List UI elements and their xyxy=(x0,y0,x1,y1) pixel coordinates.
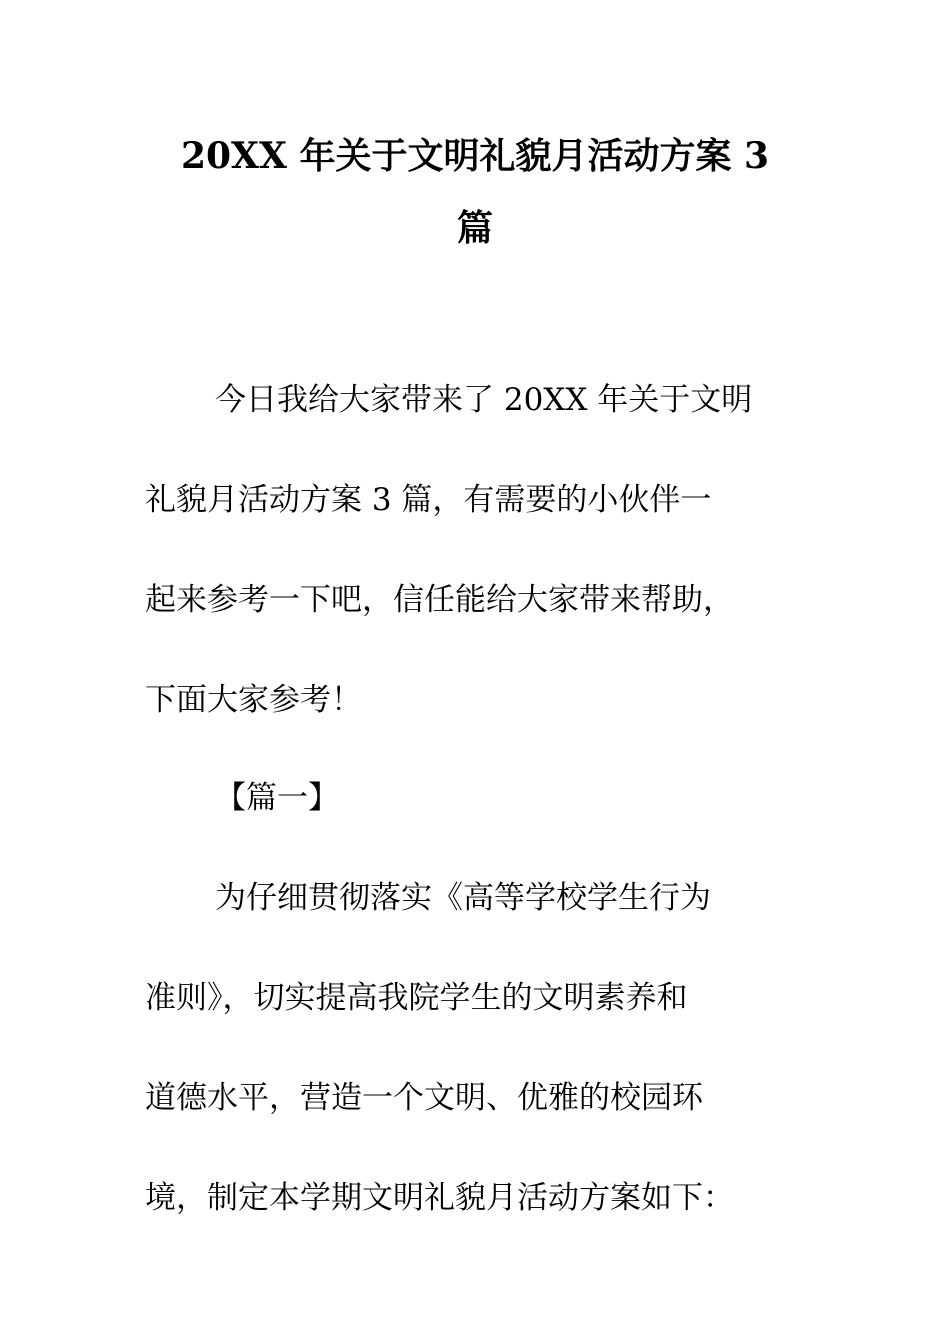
body-line-1: 为仔细贯彻落实《高等学校学生行为 xyxy=(215,880,711,916)
section-heading: 【篇一】 xyxy=(215,780,339,816)
document-title-line-2: 篇 xyxy=(456,207,493,249)
intro-line-1: 今日我给大家带来了 20XX 年关于文明 xyxy=(215,382,753,418)
body-line-4: 境，制定本学期文明礼貌月活动方案如下： xyxy=(145,1180,734,1216)
intro-line-2: 礼貌月活动方案 3 篇，有需要的小伙伴一 xyxy=(145,482,712,518)
body-line-2: 准则》，切实提高我院学生的文明素养和 xyxy=(145,980,688,1016)
document-title-line-1: 20XX 年关于文明礼貌月活动方案 3 xyxy=(180,135,770,177)
intro-line-3: 起来参考一下吧，信任能给大家带来帮助， xyxy=(145,582,734,618)
body-line-3: 道德水平，营造一个文明、优雅的校园环 xyxy=(145,1080,703,1116)
intro-line-4: 下面大家参考！ xyxy=(145,682,362,718)
